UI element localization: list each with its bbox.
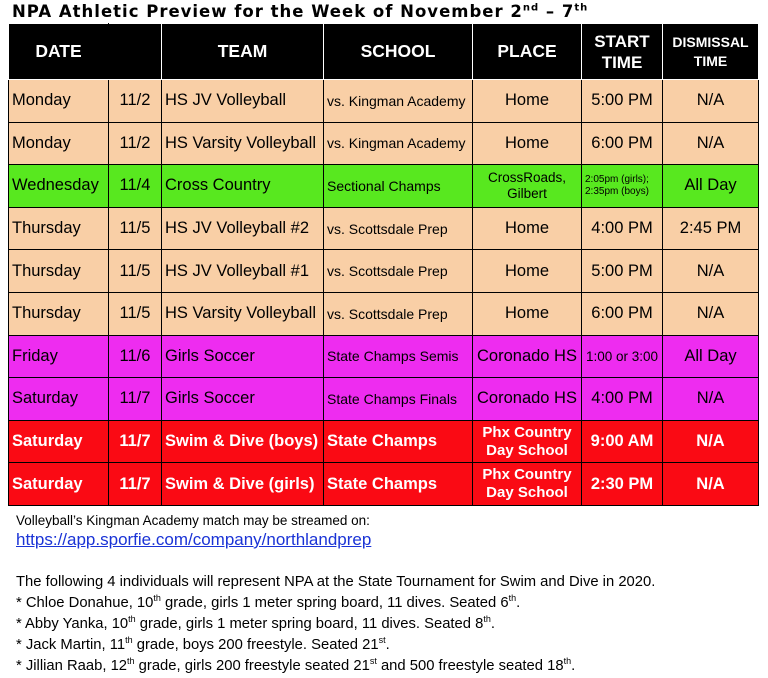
- header-team: TEAM: [162, 24, 324, 80]
- cell-dismissal: All Day: [663, 335, 759, 378]
- header-school: SCHOOL: [324, 24, 473, 80]
- cell-dismissal: N/A: [663, 463, 759, 506]
- cell-school: vs. Scottsdale Prep: [324, 207, 473, 250]
- cell-team: Swim & Dive (boys): [162, 420, 324, 463]
- cell-dismissal: N/A: [663, 378, 759, 421]
- table-row: [9, 165, 759, 208]
- cell-day: Monday: [9, 122, 109, 165]
- cell-place: Home: [473, 122, 582, 165]
- stream-link[interactable]: https://app.sporfie.com/company/northlandprep: [16, 530, 372, 549]
- table-row: [9, 378, 759, 421]
- cell-start: 6:00 PM: [582, 292, 663, 335]
- cell-start: 6:00 PM: [582, 122, 663, 165]
- cell-place: Home: [473, 250, 582, 293]
- cell-dismissal: N/A: [663, 292, 759, 335]
- cell-date: 11/4: [109, 165, 162, 208]
- table-row: [9, 122, 759, 165]
- cell-team: HS Varsity Volleyball: [162, 292, 324, 335]
- header-date: DATE: [9, 24, 109, 80]
- cell-team: Girls Soccer: [162, 378, 324, 421]
- cell-school: Sectional Champs: [324, 165, 473, 208]
- table-row: [9, 250, 759, 293]
- cell-start: 1:00 or 3:00: [582, 335, 663, 378]
- cell-start: 4:00 PM: [582, 207, 663, 250]
- page-title: NPA Athletic Preview for the Week of November 2nd – 7th: [12, 2, 589, 21]
- cell-date: 11/6: [109, 335, 162, 378]
- cell-start: 2:05pm (girls); 2:35pm (boys): [582, 165, 663, 208]
- cell-place: Coronado HS: [473, 378, 582, 421]
- cell-dismissal: All Day: [663, 165, 759, 208]
- table-row: [9, 292, 759, 335]
- header-start-time: START TIME: [582, 24, 663, 80]
- cell-school: State Champs Finals: [324, 378, 473, 421]
- table-row: [9, 335, 759, 378]
- swim-entry: * Jillian Raab, 12th grade, girls 200 freestyle seated 21st and 500 freestyle seated 18th.: [16, 656, 576, 674]
- cell-date: 11/5: [109, 250, 162, 293]
- cell-day: Monday: [9, 80, 109, 123]
- table-row: [9, 420, 759, 463]
- cell-school: vs. Kingman Academy: [324, 80, 473, 123]
- cell-school: State Champs: [324, 463, 473, 506]
- cell-team: Swim & Dive (girls): [162, 463, 324, 506]
- cell-dismissal: N/A: [663, 122, 759, 165]
- cell-place: Phx Country Day School: [473, 463, 582, 506]
- cell-start: 5:00 PM: [582, 250, 663, 293]
- cell-day: Thursday: [9, 250, 109, 293]
- cell-day: Friday: [9, 335, 109, 378]
- table-row: [9, 80, 759, 123]
- cell-school: State Champs Semis: [324, 335, 473, 378]
- cell-dismissal: N/A: [663, 420, 759, 463]
- cell-school: State Champs: [324, 420, 473, 463]
- swim-entry: * Jack Martin, 11th grade, boys 200 freestyle. Seated 21st.: [16, 635, 390, 653]
- cell-team: Girls Soccer: [162, 335, 324, 378]
- cell-start: 2:30 PM: [582, 463, 663, 506]
- swim-entry: * Abby Yanka, 10th grade, girls 1 meter spring board, 11 dives. Seated 8th.: [16, 614, 495, 632]
- cell-day: Thursday: [9, 207, 109, 250]
- cell-date: 11/2: [109, 80, 162, 123]
- cell-team: HS JV Volleyball #2: [162, 207, 324, 250]
- header-place: PLACE: [473, 24, 582, 80]
- cell-date: 11/5: [109, 292, 162, 335]
- cell-team: Cross Country: [162, 165, 324, 208]
- cell-date: 11/7: [109, 463, 162, 506]
- schedule-table: [8, 23, 759, 506]
- cell-team: HS Varsity Volleyball: [162, 122, 324, 165]
- cell-date: 11/2: [109, 122, 162, 165]
- cell-place: Home: [473, 292, 582, 335]
- cell-place: Phx Country Day School: [473, 420, 582, 463]
- cell-school: vs. Scottsdale Prep: [324, 250, 473, 293]
- cell-team: HS JV Volleyball #1: [162, 250, 324, 293]
- cell-start: 5:00 PM: [582, 80, 663, 123]
- cell-place: CrossRoads, Gilbert: [473, 165, 582, 208]
- cell-team: HS JV Volleyball: [162, 80, 324, 123]
- table-row: [9, 207, 759, 250]
- swim-intro: The following 4 individuals will represent NPA at the State Tournament for Swim and Dive in 2020.: [16, 574, 656, 590]
- header-row: [9, 24, 759, 80]
- cell-date: 11/5: [109, 207, 162, 250]
- cell-start: 9:00 AM: [582, 420, 663, 463]
- cell-day: Saturday: [9, 463, 109, 506]
- cell-dismissal: 2:45 PM: [663, 207, 759, 250]
- cell-dismissal: N/A: [663, 80, 759, 123]
- table-row: [9, 463, 759, 506]
- cell-start: 4:00 PM: [582, 378, 663, 421]
- cell-school: vs. Kingman Academy: [324, 122, 473, 165]
- notes-section: [16, 512, 761, 677]
- cell-school: vs. Scottsdale Prep: [324, 292, 473, 335]
- cell-day: Thursday: [9, 292, 109, 335]
- cell-day: Saturday: [9, 420, 109, 463]
- cell-place: Home: [473, 80, 582, 123]
- cell-date: 11/7: [109, 420, 162, 463]
- header-dismissal-time: DISMISSAL TIME: [663, 24, 759, 80]
- cell-day: Wednesday: [9, 165, 109, 208]
- stream-note: Volleyball’s Kingman Academy match may be streamed on:: [16, 513, 370, 528]
- swim-entry: * Chloe Donahue, 10th grade, girls 1 meter spring board, 11 dives. Seated 6th.: [16, 593, 521, 611]
- cell-date: 11/7: [109, 378, 162, 421]
- cell-day: Saturday: [9, 378, 109, 421]
- cell-place: Home: [473, 207, 582, 250]
- cell-place: Coronado HS: [473, 335, 582, 378]
- cell-dismissal: N/A: [663, 250, 759, 293]
- header-blank: [109, 24, 162, 80]
